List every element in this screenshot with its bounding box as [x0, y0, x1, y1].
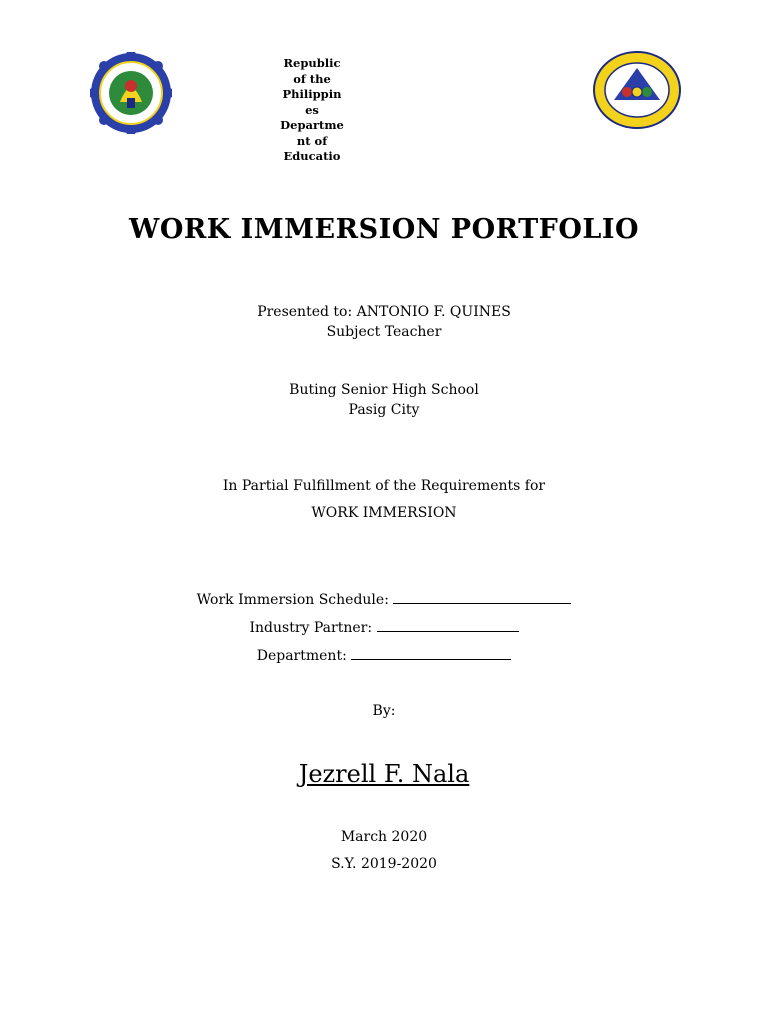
- industry-partner-field: [0, 619, 768, 636]
- header-line: nt of: [296, 133, 328, 148]
- deped-seal-logo: [90, 52, 172, 134]
- department-blank[interactable]: [351, 647, 511, 660]
- schedule-label: Work Immersion Schedule:: [196, 592, 389, 608]
- school-city: Pasig City: [348, 402, 420, 418]
- header-line: Philippin: [282, 87, 342, 101]
- industry-partner-blank[interactable]: [377, 619, 519, 632]
- header-org-lines: [250, 56, 374, 165]
- schedule-blank[interactable]: [393, 591, 571, 604]
- division-pasig-logo: [592, 50, 682, 130]
- schedule-field: [0, 591, 768, 608]
- department-label: Department:: [256, 648, 347, 664]
- header-line: Departme: [280, 118, 344, 132]
- date-line: March 2020: [340, 829, 428, 845]
- school-year-line: S.Y. 2019-2020: [331, 856, 437, 872]
- presented-to-line: Presented to: ANTONIO F. QUINES: [257, 304, 511, 320]
- header-line: es: [305, 102, 319, 117]
- school-name: Buting Senior High School: [289, 382, 479, 398]
- header-line: of the: [293, 71, 331, 86]
- subject-line: WORK IMMERSION: [311, 505, 457, 521]
- by-label: By:: [372, 703, 396, 719]
- header-line: Republic: [283, 56, 341, 70]
- fulfillment-line: In Partial Fulfillment of the Requirements for: [222, 478, 546, 494]
- industry-partner-label: Industry Partner:: [249, 620, 373, 636]
- document-title: WORK IMMERSION PORTFOLIO: [129, 214, 639, 245]
- subject-teacher-line: Subject Teacher: [326, 324, 442, 340]
- header-line: Educatio: [283, 149, 341, 163]
- author-name: Jezrell F. Nala: [298, 760, 470, 788]
- department-field: [0, 647, 768, 664]
